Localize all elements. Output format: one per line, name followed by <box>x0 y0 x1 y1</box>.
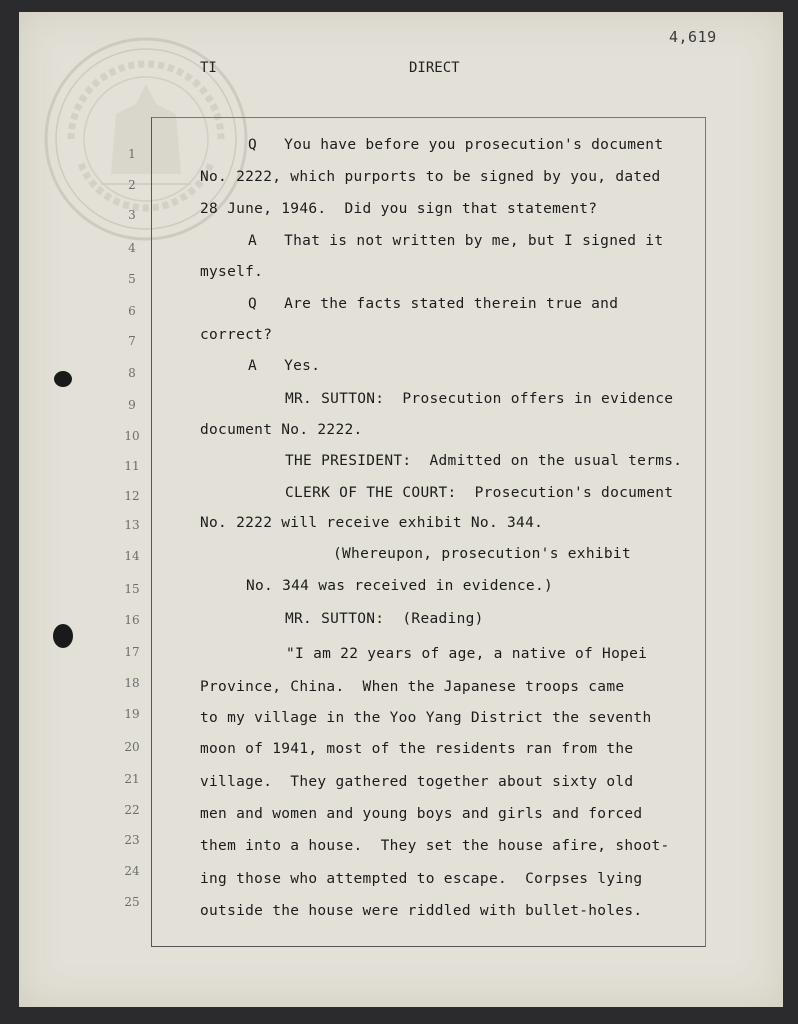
transcript-line: men and women and young boys and girls and forced <box>200 806 643 822</box>
line-number: 13 <box>124 518 140 532</box>
line-number: 16 <box>124 613 140 627</box>
transcript-line: myself. <box>200 264 264 280</box>
line-number: 19 <box>124 707 140 721</box>
transcript-line: 28 June, 1946. Did you sign that statement? <box>200 201 598 217</box>
line-number: 18 <box>124 676 140 690</box>
line-number: 6 <box>128 304 136 318</box>
transcript-line: A That is not written by me, but I signed it <box>248 233 664 249</box>
line-number: 2 <box>128 178 136 192</box>
line-number: 10 <box>124 429 140 443</box>
header-title: DIRECT <box>409 60 460 76</box>
page-number: 4,619 <box>669 28 717 46</box>
transcript-line: A Yes. <box>248 358 321 374</box>
line-number: 11 <box>124 459 140 473</box>
line-number: 7 <box>128 334 136 348</box>
transcript-line: MR. SUTTON: Prosecution offers in evidence <box>285 391 674 407</box>
line-number: 24 <box>124 864 140 878</box>
transcript-line: "I am 22 years of age, a native of Hopei <box>286 646 648 662</box>
line-number: 5 <box>128 272 136 286</box>
punch-hole-top <box>54 371 72 387</box>
transcript-line: correct? <box>200 327 273 343</box>
line-number: 25 <box>124 895 140 909</box>
transcript-line: Q You have before you prosecution's document <box>248 137 664 153</box>
transcript-line: MR. SUTTON: (Reading) <box>285 611 484 627</box>
line-number: 9 <box>128 398 136 412</box>
transcript-line: moon of 1941, most of the residents ran from the <box>200 741 634 757</box>
line-number: 15 <box>124 582 140 596</box>
line-number: 14 <box>124 549 140 563</box>
line-number: 1 <box>128 147 136 161</box>
line-number: 21 <box>124 772 140 786</box>
line-number: 12 <box>124 489 140 503</box>
header-left: TI <box>200 60 217 76</box>
line-number: 22 <box>124 803 140 817</box>
line-number: 8 <box>128 366 136 380</box>
transcript-line: THE PRESIDENT: Admitted on the usual terms. <box>285 453 683 469</box>
punch-hole-bottom <box>53 624 73 648</box>
transcript-line: ing those who attempted to escape. Corpses lying <box>200 871 643 887</box>
transcript-line: No. 344 was received in evidence.) <box>246 578 554 594</box>
line-number: 17 <box>124 645 140 659</box>
line-number: 23 <box>124 833 140 847</box>
transcript-line: them into a house. They set the house afire, shoot- <box>200 838 670 854</box>
transcript-line: No. 2222, which purports to be signed by you, dated <box>200 169 661 185</box>
transcript-line: to my village in the Yoo Yang District the seventh <box>200 710 652 726</box>
transcript-line: CLERK OF THE COURT: Prosecution's document <box>285 485 674 501</box>
transcript-line: No. 2222 will receive exhibit No. 344. <box>200 515 544 531</box>
line-number: 3 <box>128 208 136 222</box>
transcript-line: (Whereupon, prosecution's exhibit <box>333 546 631 562</box>
line-number: 20 <box>124 740 140 754</box>
transcript-line: outside the house were riddled with bullet-holes. <box>200 903 643 919</box>
transcript-line: Province, China. When the Japanese troops came <box>200 679 625 695</box>
transcript-line: village. They gathered together about sixty old <box>200 774 634 790</box>
transcript-line: Q Are the facts stated therein true and <box>248 296 619 312</box>
line-number: 4 <box>128 241 136 255</box>
transcript-line: document No. 2222. <box>200 422 363 438</box>
